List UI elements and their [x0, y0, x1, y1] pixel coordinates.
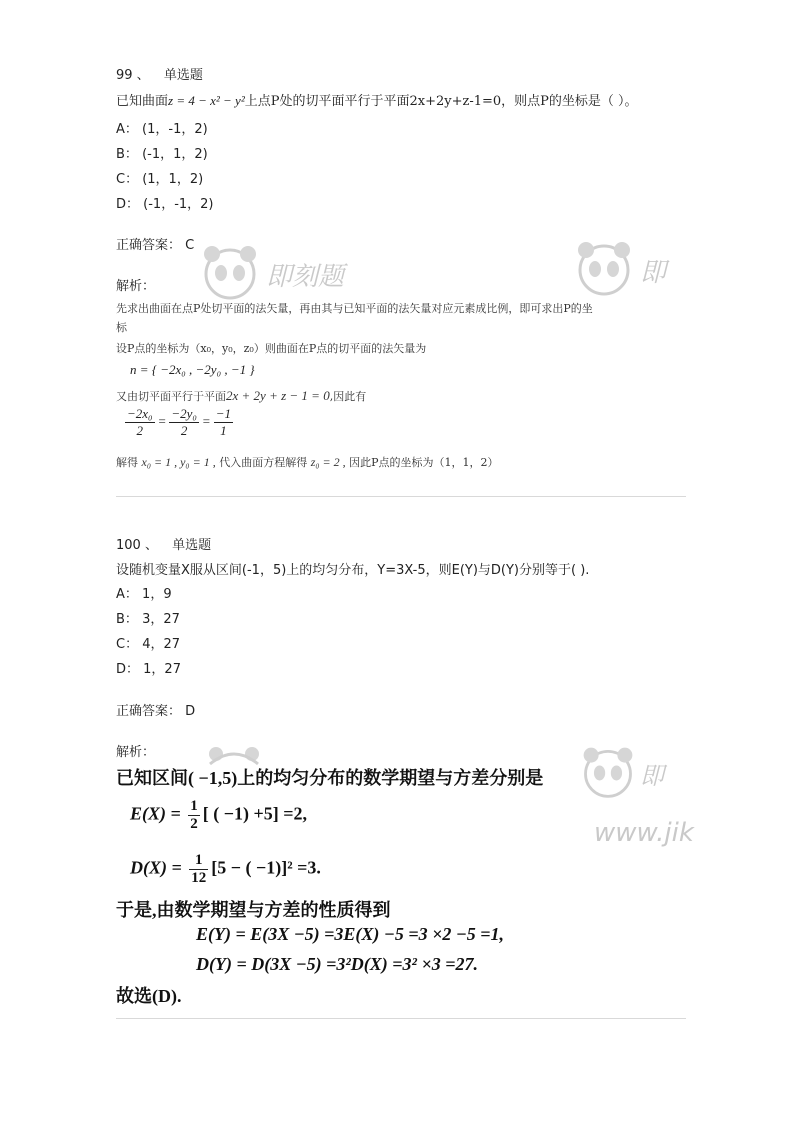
watermark-text: 即刻题	[266, 262, 345, 292]
analysis-text: 先求出曲面在点P处切平面的法矢量，再由其与已知平面的法矢量对应元素成比例，即可求出P的坐	[116, 302, 593, 315]
option-text: (-1，1，2)	[142, 147, 208, 162]
formula: z₀ = 2 ,	[310, 455, 346, 469]
analysis-label: 解析：	[116, 745, 156, 760]
panda-logo-icon	[198, 240, 262, 304]
stem-formula: z = 4 − x² − y²	[168, 93, 245, 108]
watermark-text: 即	[640, 762, 664, 790]
scan-text: 于是,由数学期望与方差的性质得到	[116, 900, 391, 920]
text-suffix: 因此P点的坐标为（1，1，2）	[349, 456, 499, 469]
scan-formula-ey: E(Y) = E(3X −5) =3E(X) −5 =3 ×2 −5 =1,	[196, 924, 504, 944]
analysis-formula: n = { −2x₀ , −2y₀ , −1 }	[130, 362, 255, 377]
stem-suffix: 上点P处的切平面平行于平面2x+2y+z-1=0，则点P的坐标是（ ）。	[244, 94, 638, 109]
question-stem: 设随机变量X服从区间(-1，5)上的均匀分布，Y=3X-5，则E(Y)与D(Y)分别等于( ).	[116, 563, 590, 578]
option-key: B：	[116, 612, 138, 627]
scan-formula-ex	[130, 798, 307, 833]
fraction	[125, 406, 155, 439]
numerator: 1	[190, 798, 198, 814]
numerator: −1	[215, 406, 231, 421]
fraction	[169, 406, 199, 439]
question-stem	[116, 90, 638, 109]
option-key: C：	[116, 637, 139, 652]
option-c[interactable]	[116, 633, 180, 652]
formula: x₀ = 1 , y₀ = 1 ,	[141, 455, 216, 469]
answer-label: 正确答案：	[116, 238, 182, 253]
denominator: 1	[220, 423, 227, 438]
scan-text: 故选(D).	[116, 986, 182, 1006]
formula: 2x + 2y + z − 1 = 0	[226, 388, 330, 403]
panda-logo-icon	[572, 236, 636, 300]
option-a[interactable]	[116, 583, 172, 602]
scan-text: 已知区间( −1,5)上的均匀分布的数学期望与方差分别是	[116, 768, 544, 788]
option-key: D：	[116, 197, 140, 212]
analysis-label: 解析：	[116, 279, 156, 294]
ratio-equation: $\frac{\text{−2x₀}}{2}$ = $\frac{\text{−2y₀}}{2}$ = $\frac{-1}{1}$	[127, 406, 231, 438]
option-text: (1，-1，2)	[142, 122, 208, 137]
denominator: 12	[191, 870, 207, 886]
option-text: 1，9	[142, 587, 172, 602]
answer-value: D	[185, 704, 196, 719]
text-mid: 代入曲面方程解得	[219, 456, 308, 469]
option-d[interactable]	[116, 658, 181, 677]
scan-formula-dx	[130, 852, 321, 887]
option-key: A：	[116, 587, 138, 602]
stem-prefix: 已知曲面	[116, 94, 169, 109]
analysis-text: 设P点的坐标为（x₀，y₀，z₀）则曲面在P点的切平面的法矢量为	[116, 342, 427, 355]
numerator: −2y₀	[171, 406, 197, 421]
option-b[interactable]	[116, 608, 180, 627]
option-c[interactable]	[116, 168, 203, 187]
watermark-text: 即	[640, 258, 667, 288]
text-suffix: ,因此有	[329, 390, 367, 403]
divider	[116, 1018, 686, 1019]
question-number: 99 、	[116, 68, 150, 83]
question-header	[116, 64, 203, 83]
correct-answer	[116, 700, 195, 719]
fraction	[188, 798, 200, 833]
option-text: 1，27	[143, 662, 181, 677]
denominator: 2	[136, 423, 144, 438]
fraction	[214, 406, 233, 439]
option-b[interactable]	[116, 143, 208, 162]
option-text: (-1，-1，2)	[143, 197, 214, 212]
analysis-scan	[116, 760, 596, 1006]
formula-right: [5 − ( −1)]² =3.	[211, 857, 321, 878]
option-text: 4，27	[142, 637, 181, 652]
option-d[interactable]	[116, 193, 214, 212]
option-text: 3，27	[142, 612, 180, 627]
analysis-text: 标	[116, 321, 127, 334]
formula-left: D(X) =	[130, 857, 182, 878]
scan-formula-dy: D(Y) = D(3X −5) =3²D(X) =3² ×3 =27.	[196, 954, 478, 974]
watermark	[572, 236, 702, 306]
question-type: 单选题	[172, 538, 212, 553]
option-a[interactable]	[116, 118, 208, 137]
formula-left: E(X) =	[130, 803, 181, 824]
denominator: 2	[180, 423, 188, 438]
correct-answer	[116, 234, 194, 253]
option-key: A：	[116, 122, 138, 137]
denominator: 2	[190, 816, 198, 832]
question-header	[116, 534, 211, 553]
numerator: −2x₀	[127, 406, 153, 421]
answer-label: 正确答案：	[116, 704, 182, 719]
watermark-url: www.jik	[594, 818, 694, 848]
analysis-text	[116, 454, 499, 470]
fraction	[189, 852, 208, 887]
option-key: B：	[116, 147, 138, 162]
analysis-text	[116, 388, 366, 404]
question-type: 单选题	[163, 68, 203, 83]
text-prefix: 解得	[116, 456, 138, 469]
answer-value: C	[185, 238, 195, 253]
text-prefix: 又由切平面平行于平面	[116, 390, 226, 403]
option-text: (1，1，2)	[142, 172, 204, 187]
option-key: C：	[116, 172, 139, 187]
formula-right: [ ( −1) +5] =2,	[202, 803, 308, 824]
numerator: 1	[189, 852, 208, 870]
divider	[116, 496, 686, 497]
question-number: 100 、	[116, 538, 158, 553]
option-key: D：	[116, 662, 140, 677]
